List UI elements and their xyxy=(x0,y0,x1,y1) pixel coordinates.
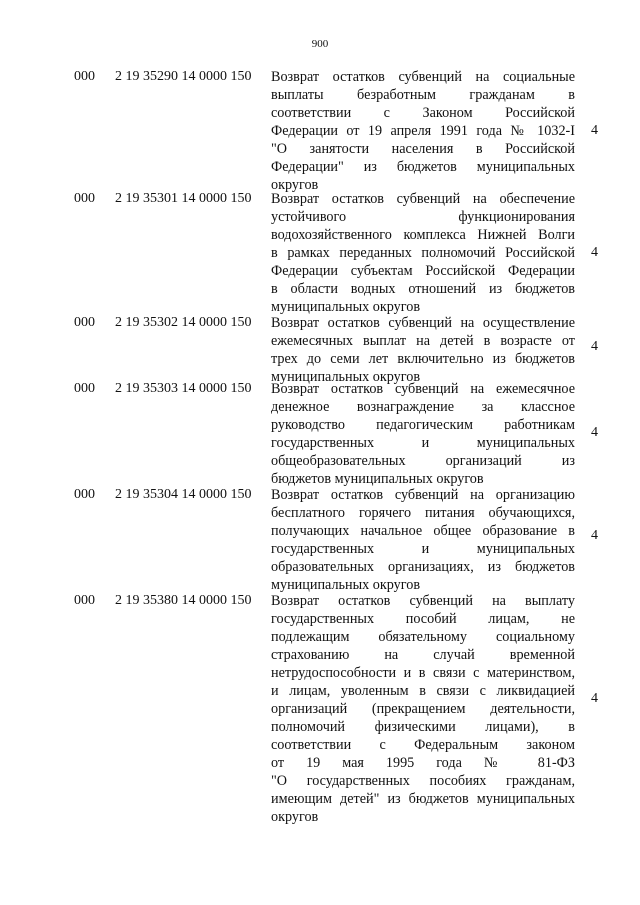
row-description xyxy=(271,592,575,826)
description-line: Федерации" из бюджетов муниципальных xyxy=(271,159,575,175)
description-line: округов xyxy=(271,809,319,825)
level-number: 4 xyxy=(591,691,598,706)
description-line: полномочий физическими лицами), в xyxy=(271,719,575,735)
description-line: водохозяйственного комплекса Нижней Волги xyxy=(271,227,575,243)
description-line: в области водных отношений из бюджетов xyxy=(271,281,575,297)
admin-code: 000 xyxy=(74,487,95,502)
admin-code: 000 xyxy=(74,593,95,608)
description-line: от 19 мая 1995 года № 81-ФЗ xyxy=(271,755,575,771)
budget-classification-code: 2 19 35290 14 0000 150 xyxy=(115,69,252,84)
description-line: ежемесячных выплат на детей в возрасте от xyxy=(271,333,575,349)
budget-classification-code: 2 19 35304 14 0000 150 xyxy=(115,487,252,502)
description-line: государственных пособий лицам, не xyxy=(271,611,575,627)
description-line: выплаты безработным гражданам в xyxy=(271,87,575,103)
row-description xyxy=(271,190,575,316)
description-line: государственных и муниципальных xyxy=(271,435,575,451)
level-number: 4 xyxy=(591,339,598,354)
description-line: в рамках переданных полномочий Российской xyxy=(271,245,575,261)
budget-classification-code: 2 19 35302 14 0000 150 xyxy=(115,315,252,330)
description-line: Федерации от 19 апреля 1991 года № 1032-I xyxy=(271,123,575,139)
description-line: общеобразовательных организаций из xyxy=(271,453,575,469)
level-number: 4 xyxy=(591,123,598,138)
description-line: муниципальных округов xyxy=(271,577,421,593)
description-line: трех до семи лет включительно из бюджетов xyxy=(271,351,575,367)
description-line: Возврат остатков субвенций на организацию xyxy=(271,487,575,503)
description-line: денежное вознаграждение за классное xyxy=(271,399,575,415)
budget-classification-code: 2 19 35380 14 0000 150 xyxy=(115,593,252,608)
row-description xyxy=(271,68,575,194)
description-line: муниципальных округов xyxy=(271,299,421,315)
row-description xyxy=(271,380,575,488)
admin-code: 000 xyxy=(74,315,95,330)
description-line: Возврат остатков субвенций на выплату xyxy=(271,593,575,609)
admin-code: 000 xyxy=(74,381,95,396)
description-line: получающих начальное общее образование в xyxy=(271,523,575,539)
description-line: "О занятости населения в Российской xyxy=(271,141,575,157)
description-line: Возврат остатков субвенций на осуществление xyxy=(271,315,575,331)
description-line: имеющим детей" из бюджетов муниципальных xyxy=(271,791,575,807)
description-line: Возврат остатков субвенций на ежемесячное xyxy=(271,381,575,397)
description-line: Возврат остатков субвенций на социальные xyxy=(271,69,575,85)
description-line: соответствии с Законом Российской xyxy=(271,105,575,121)
description-line: бесплатного горячего питания обучающихся, xyxy=(271,505,575,521)
admin-code: 000 xyxy=(74,69,95,84)
budget-classification-code: 2 19 35301 14 0000 150 xyxy=(115,191,252,206)
admin-code: 000 xyxy=(74,191,95,206)
description-line: соответствии с Федеральным законом xyxy=(271,737,575,753)
description-line: "О государственных пособиях гражданам, xyxy=(271,773,575,789)
description-line: Федерации субъектам Российской Федерации xyxy=(271,263,575,279)
description-line: подлежащим обязательному социальному xyxy=(271,629,575,645)
description-line: руководство педагогическим работникам xyxy=(271,417,575,433)
description-line: муниципальных округов xyxy=(271,369,421,385)
row-description xyxy=(271,486,575,594)
description-line: организаций (прекращением деятельности, xyxy=(271,701,575,717)
page-number: 900 xyxy=(311,38,329,50)
description-line: государственных и муниципальных xyxy=(271,541,575,557)
description-line: устойчивого функционирования xyxy=(271,209,575,225)
description-line: страхованию на случай временной xyxy=(271,647,575,663)
description-line: округов xyxy=(271,177,319,193)
description-line: образовательных организациях, из бюджетов xyxy=(271,559,575,575)
budget-classification-code: 2 19 35303 14 0000 150 xyxy=(115,381,252,396)
description-line: нетрудоспособности и в связи с материнством, xyxy=(271,665,575,681)
description-line: бюджетов муниципальных округов xyxy=(271,471,484,487)
description-line: и лицам, уволенным в связи с ликвидацией xyxy=(271,683,575,699)
row-description xyxy=(271,314,575,386)
level-number: 4 xyxy=(591,528,598,543)
description-line: Возврат остатков субвенций на обеспечение xyxy=(271,191,575,207)
level-number: 4 xyxy=(591,425,598,440)
level-number: 4 xyxy=(591,245,598,260)
